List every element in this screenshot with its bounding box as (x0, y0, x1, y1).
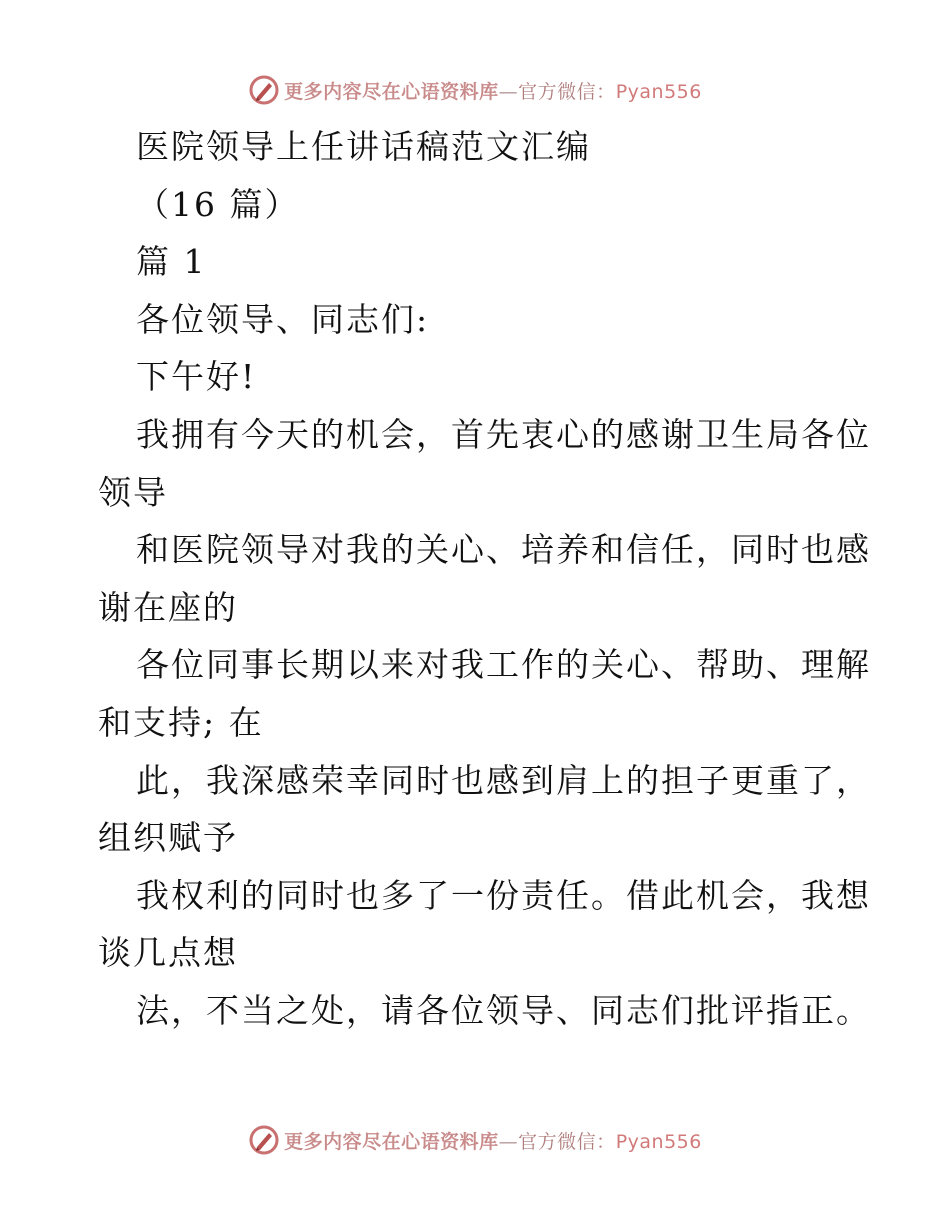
paragraph-line: 法，不当之处，请各位领导、同志们批评指正。 (136, 990, 871, 1030)
watermark-label: 官方微信： (518, 1130, 616, 1153)
header-watermark (0, 72, 950, 108)
document-count: （16 篇） (136, 184, 300, 224)
watermark-id: Pyan556 (615, 1130, 702, 1153)
watermark-id: Pyan556 (615, 80, 702, 103)
paragraph-line: 各位同事长期以来对我工作的关心、帮助、理解 (136, 645, 871, 685)
watermark-site: 更多内容尽在心语资料库 (284, 80, 499, 103)
paragraph-line: 我拥有今天的机会，首先衷心的感谢卫生局各位 (136, 414, 871, 454)
pen-circle-logo-icon (248, 74, 280, 106)
watermark-dash: — (498, 1130, 519, 1153)
paragraph-line: 此，我深感荣幸同时也感到肩上的担子更重了， (136, 760, 871, 800)
footer-watermark (0, 1122, 950, 1158)
paragraph-line: 谢在座的 (98, 587, 238, 627)
watermark-label: 官方微信： (518, 80, 616, 103)
paragraph-line: 下午好! (136, 357, 257, 397)
section-heading: 篇 1 (136, 242, 207, 282)
watermark-site: 更多内容尽在心语资料库 (284, 1130, 499, 1153)
paragraph-line: 组织赋予 (98, 818, 238, 858)
paragraph-line: 和医院领导对我的关心、培养和信任，同时也感 (136, 530, 871, 570)
watermark-dash: — (498, 80, 519, 103)
document-title: 医院领导上任讲话稿范文汇编 (136, 127, 591, 166)
paragraph-line: 和支持; 在 (98, 702, 264, 742)
paragraph-line: 谈几点想 (98, 933, 238, 973)
document-body (98, 118, 871, 1040)
paragraph-line: 领导 (98, 472, 168, 512)
watermark-text (284, 1127, 702, 1154)
pen-circle-logo-icon (248, 1124, 280, 1156)
watermark-text (284, 77, 702, 104)
paragraph-line: 我权利的同时也多了一份责任。借此机会，我想 (136, 875, 871, 915)
paragraph-line: 各位领导、同志们: (136, 299, 430, 339)
